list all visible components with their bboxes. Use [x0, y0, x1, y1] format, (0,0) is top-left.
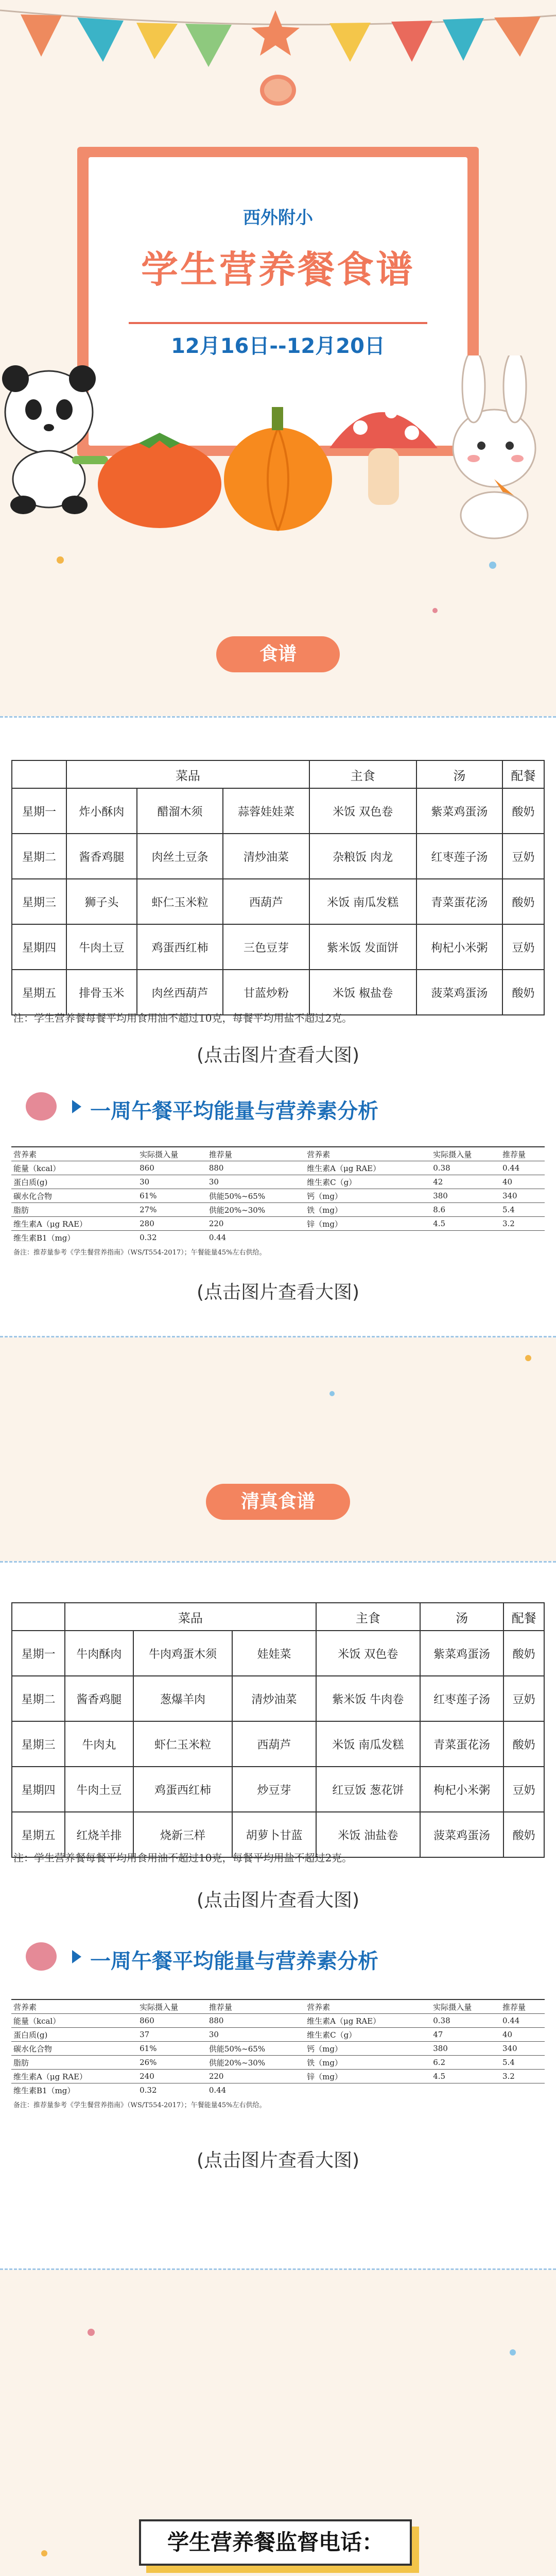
table-row: [12, 788, 544, 834]
table-header: 汤: [416, 760, 502, 788]
nut-cell: 5.4: [500, 1203, 545, 1217]
section-pill-menu: 食谱: [216, 636, 340, 672]
side-cell: 酸奶: [502, 970, 544, 1015]
nut-cell: [305, 1231, 431, 1245]
staple-cell: 米饭 油盐卷: [316, 1812, 420, 1857]
nut-cell: 维生素B1（mg）: [11, 2083, 137, 2097]
dish-cell: 醋溜木须: [137, 788, 223, 834]
dish-cell: 虾仁玉米粒: [133, 1721, 232, 1767]
table-row: [12, 834, 544, 879]
dish-cell: 胡萝卜甘蓝: [232, 1812, 316, 1857]
table-header: 汤: [420, 1603, 504, 1631]
date-range: 12月16日--12月20日: [171, 334, 385, 358]
nut-cell: 340: [500, 2042, 545, 2056]
table-row: [12, 879, 544, 924]
staple-cell: 米饭 椒盐卷: [309, 970, 416, 1015]
nut-cell: 推荐量: [207, 1147, 305, 1161]
dish-cell: 肉丝西葫芦: [137, 970, 223, 1015]
soup-cell: 红枣莲子汤: [416, 834, 502, 879]
nutrition-note: 备注：推荐量参考《学生餐营养指南》（WS/T554-2017）；午餐能量45%左右供给。: [13, 1249, 266, 1257]
supervision-label: 学生营养餐监督电话：: [139, 2519, 412, 2566]
nut-cell: 30: [207, 2028, 305, 2042]
dish-cell: 甘蓝炒粉: [223, 970, 309, 1015]
nut-cell: 5.4: [500, 2056, 545, 2070]
halal-menu-table[interactable]: [11, 1602, 545, 1858]
dish-cell: 牛肉土豆: [66, 924, 137, 970]
nut-cell: 营养素: [11, 1999, 137, 2014]
decor-dot: [525, 1355, 531, 1361]
staple-cell: 红豆饭 葱花饼: [316, 1767, 420, 1812]
staple-cell: 米饭 双色卷: [316, 1631, 420, 1676]
dish-cell: 牛肉丸: [65, 1721, 133, 1767]
cartoon-decoration: [0, 355, 556, 541]
table-row: [12, 1721, 544, 1767]
click-hint[interactable]: (点击图片查看大图): [196, 1282, 360, 1303]
nut-cell: 供能20%~30%: [207, 2056, 305, 2070]
day-cell: 星期一: [12, 788, 66, 834]
heading-circle: [26, 1092, 57, 1121]
nut-cell: 蛋白质(g): [11, 2028, 137, 2042]
nut-cell: 40: [500, 2028, 545, 2042]
nut-cell: 0.38: [431, 2014, 500, 2028]
table-row: [12, 1631, 544, 1676]
nut-cell: 42: [431, 1175, 500, 1189]
dish-cell: 牛肉土豆: [65, 1767, 133, 1812]
nut-cell: 0.44: [500, 2014, 545, 2028]
dish-cell: 娃娃菜: [232, 1631, 316, 1676]
dish-cell: 三色豆芽: [223, 924, 309, 970]
day-cell: 星期二: [12, 1676, 65, 1721]
nut-cell: 维生素C（g）: [305, 2028, 431, 2042]
soup-cell: 红枣莲子汤: [420, 1676, 504, 1721]
nut-cell: 30: [207, 1175, 305, 1189]
nut-cell: [305, 2083, 431, 2097]
nut-cell: 0.44: [207, 2083, 305, 2097]
soup-cell: 枸杞小米粥: [420, 1767, 504, 1812]
nut-cell: 40: [500, 1175, 545, 1189]
day-cell: 星期三: [12, 879, 66, 924]
nut-cell: 26%: [137, 2056, 207, 2070]
staple-cell: 米饭 南瓜发糕: [309, 879, 416, 924]
decor-dot: [41, 2550, 47, 2556]
nut-cell: 0.32: [137, 2083, 207, 2097]
table-header: 配餐: [502, 760, 544, 788]
nut-cell: [431, 2083, 500, 2097]
nut-cell: 碳水化合物: [11, 2042, 137, 2056]
table-header: 主食: [309, 760, 416, 788]
halal-menu-note: 注：学生营养餐每餐平均用食用油不超过10克，每餐平均用盐不超过2克。: [13, 1852, 353, 1864]
play-icon: [72, 1100, 81, 1113]
dish-cell: 酱香鸡腿: [66, 834, 137, 879]
nut-cell: 维生素C（g）: [305, 1175, 431, 1189]
day-cell: 星期三: [12, 1721, 65, 1767]
nutrition-title: 一周午餐平均能量与营养素分析: [90, 1099, 378, 1123]
table-header: 菜品: [65, 1603, 316, 1631]
nut-cell: 0.44: [207, 1231, 305, 1245]
table-header: 主食: [316, 1603, 420, 1631]
page-title: 学生营养餐食谱: [141, 248, 415, 291]
side-cell: 豆奶: [503, 1767, 544, 1812]
decor-dot: [510, 2349, 516, 2355]
side-cell: 豆奶: [503, 1676, 544, 1721]
decor-dot: [88, 2329, 95, 2336]
title-divider: [129, 322, 427, 324]
day-cell: 星期四: [12, 1767, 65, 1812]
table-row: [12, 924, 544, 970]
day-cell: 星期四: [12, 924, 66, 970]
nut-cell: 880: [207, 2014, 305, 2028]
nutrition-table[interactable]: [11, 1146, 545, 1244]
menu-table[interactable]: [11, 760, 545, 1015]
table-row: [12, 1767, 544, 1812]
staple-cell: 米饭 南瓜发糕: [316, 1721, 420, 1767]
nut-cell: 实际摄入量: [431, 1999, 500, 2014]
nut-cell: 铁（mg）: [305, 1203, 431, 1217]
nut-cell: 供能20%~30%: [207, 1203, 305, 1217]
nut-cell: [431, 1231, 500, 1245]
nutrition-note: 备注：推荐量参考《学生餐营养指南》（WS/T554-2017）；午餐能量45%左右供给。: [13, 2102, 266, 2109]
dish-cell: 肉丝土豆条: [137, 834, 223, 879]
dish-cell: 炸小酥肉: [66, 788, 137, 834]
clipboard-clip: [260, 75, 296, 106]
dish-cell: 鸡蛋西红柿: [137, 924, 223, 970]
soup-cell: 紫菜鸡蛋汤: [420, 1631, 504, 1676]
dish-cell: 排骨玉米: [66, 970, 137, 1015]
nut-cell: 880: [207, 1161, 305, 1175]
nut-cell: 0.38: [431, 1161, 500, 1175]
nut-cell: 340: [500, 1189, 545, 1203]
nut-cell: 维生素A（μg RAE）: [11, 1217, 137, 1231]
nut-cell: 推荐量: [500, 1999, 545, 2014]
nut-cell: 营养素: [305, 1147, 431, 1161]
nut-cell: 铁（mg）: [305, 2056, 431, 2070]
nut-cell: 供能50%~65%: [207, 1189, 305, 1203]
soup-cell: 菠菜鸡蛋汤: [416, 970, 502, 1015]
nut-cell: 860: [137, 1161, 207, 1175]
nut-cell: 实际摄入量: [137, 1999, 207, 2014]
nut-cell: 3.2: [500, 2070, 545, 2083]
day-cell: 星期五: [12, 970, 66, 1015]
nut-cell: 4.5: [431, 2070, 500, 2083]
nut-cell: 220: [207, 1217, 305, 1231]
nut-cell: 220: [207, 2070, 305, 2083]
soup-cell: 青菜蛋花汤: [420, 1721, 504, 1767]
nut-cell: 27%: [137, 1203, 207, 1217]
nut-cell: 锌（mg）: [305, 2070, 431, 2083]
soup-cell: 青菜蛋花汤: [416, 879, 502, 924]
click-hint[interactable]: (点击图片查看大图): [196, 1890, 360, 1911]
nut-cell: 营养素: [11, 1147, 137, 1161]
dish-cell: 虾仁玉米粒: [137, 879, 223, 924]
nut-cell: 61%: [137, 1189, 207, 1203]
nut-cell: 钙（mg）: [305, 1189, 431, 1203]
nut-cell: 维生素A（μg RAE）: [11, 2070, 137, 2083]
dish-cell: 西葫芦: [232, 1721, 316, 1767]
nut-cell: 维生素A（μg RAE）: [305, 1161, 431, 1175]
day-cell: 星期五: [12, 1812, 65, 1857]
menu-note: 注：学生营养餐每餐平均用食用油不超过10克，每餐平均用盐不超过2克。: [13, 1012, 353, 1024]
decor-dot: [432, 608, 438, 613]
nut-cell: 280: [137, 1217, 207, 1231]
nut-cell: 能量（kcal）: [11, 2014, 137, 2028]
nut-cell: 4.5: [431, 1217, 500, 1231]
dish-cell: 烧新三样: [133, 1812, 232, 1857]
section-pill-halal: 清真食谱: [206, 1484, 350, 1520]
staple-cell: 紫米饭 牛肉卷: [316, 1676, 420, 1721]
dish-cell: 狮子头: [66, 879, 137, 924]
nut-cell: 6.2: [431, 2056, 500, 2070]
dish-cell: 鸡蛋西红柿: [133, 1767, 232, 1812]
dish-cell: 牛肉酥肉: [65, 1631, 133, 1676]
nut-cell: 推荐量: [207, 1999, 305, 2014]
nut-cell: 实际摄入量: [431, 1147, 500, 1161]
nut-cell: [500, 1231, 545, 1245]
nut-cell: 37: [137, 2028, 207, 2042]
table-header: [12, 760, 66, 788]
nut-cell: 脂肪: [11, 1203, 137, 1217]
nut-cell: 能量（kcal）: [11, 1161, 137, 1175]
heading-circle: [26, 1942, 57, 1971]
nut-cell: 30: [137, 1175, 207, 1189]
nut-cell: 0.32: [137, 1231, 207, 1245]
nut-cell: 8.6: [431, 1203, 500, 1217]
dish-cell: 清炒油菜: [223, 834, 309, 879]
table-header: [12, 1603, 65, 1631]
side-cell: 酸奶: [503, 1812, 544, 1857]
click-hint[interactable]: (点击图片查看大图): [196, 1045, 360, 1066]
day-cell: 星期二: [12, 834, 66, 879]
nut-cell: 实际摄入量: [137, 1147, 207, 1161]
nut-cell: 维生素A（μg RAE）: [305, 2014, 431, 2028]
dish-cell: 炒豆芽: [232, 1767, 316, 1812]
nut-cell: 61%: [137, 2042, 207, 2056]
play-icon: [72, 1950, 81, 1963]
nut-cell: 钙（mg）: [305, 2042, 431, 2056]
dish-cell: 酱香鸡腿: [65, 1676, 133, 1721]
decor-dot: [57, 556, 64, 564]
nut-cell: 脂肪: [11, 2056, 137, 2070]
side-cell: 豆奶: [502, 834, 544, 879]
nut-cell: 0.44: [500, 1161, 545, 1175]
day-cell: 星期一: [12, 1631, 65, 1676]
table-header: 菜品: [66, 760, 309, 788]
halal-nutrition-table[interactable]: [11, 1999, 545, 2097]
nut-cell: 380: [431, 1189, 500, 1203]
table-row: [12, 970, 544, 1015]
nut-cell: 碳水化合物: [11, 1189, 137, 1203]
side-cell: 酸奶: [502, 788, 544, 834]
nut-cell: 锌（mg）: [305, 1217, 431, 1231]
soup-cell: 紫菜鸡蛋汤: [416, 788, 502, 834]
soup-cell: 枸杞小米粥: [416, 924, 502, 970]
table-row: [12, 1676, 544, 1721]
nut-cell: 供能50%~65%: [207, 2042, 305, 2056]
nut-cell: 860: [137, 2014, 207, 2028]
decor-dot: [489, 562, 496, 569]
click-hint[interactable]: (点击图片查看大图): [196, 2150, 360, 2171]
dish-cell: 清炒油菜: [232, 1676, 316, 1721]
nutrition-title: 一周午餐平均能量与营养素分析: [90, 1950, 378, 1973]
dish-cell: 西葫芦: [223, 879, 309, 924]
decor-dot: [329, 1391, 335, 1396]
soup-cell: 菠菜鸡蛋汤: [420, 1812, 504, 1857]
dish-cell: 牛肉鸡蛋木须: [133, 1631, 232, 1676]
nut-cell: 营养素: [305, 1999, 431, 2014]
nut-cell: 47: [431, 2028, 500, 2042]
nut-cell: [500, 2083, 545, 2097]
nut-cell: 维生素B1（mg）: [11, 1231, 137, 1245]
dish-cell: 红烧羊排: [65, 1812, 133, 1857]
side-cell: 酸奶: [503, 1721, 544, 1767]
nut-cell: 240: [137, 2070, 207, 2083]
nut-cell: 蛋白质(g): [11, 1175, 137, 1189]
staple-cell: 紫米饭 发面饼: [309, 924, 416, 970]
side-cell: 豆奶: [502, 924, 544, 970]
nut-cell: 3.2: [500, 1217, 545, 1231]
staple-cell: 米饭 双色卷: [309, 788, 416, 834]
dish-cell: 蒜蓉娃娃菜: [223, 788, 309, 834]
nut-cell: 推荐量: [500, 1147, 545, 1161]
school-short-name: 西外附小: [243, 208, 313, 228]
table-header: 配餐: [503, 1603, 544, 1631]
dish-cell: 葱爆羊肉: [133, 1676, 232, 1721]
side-cell: 酸奶: [503, 1631, 544, 1676]
staple-cell: 杂粮饭 肉龙: [309, 834, 416, 879]
side-cell: 酸奶: [502, 879, 544, 924]
nut-cell: 380: [431, 2042, 500, 2056]
